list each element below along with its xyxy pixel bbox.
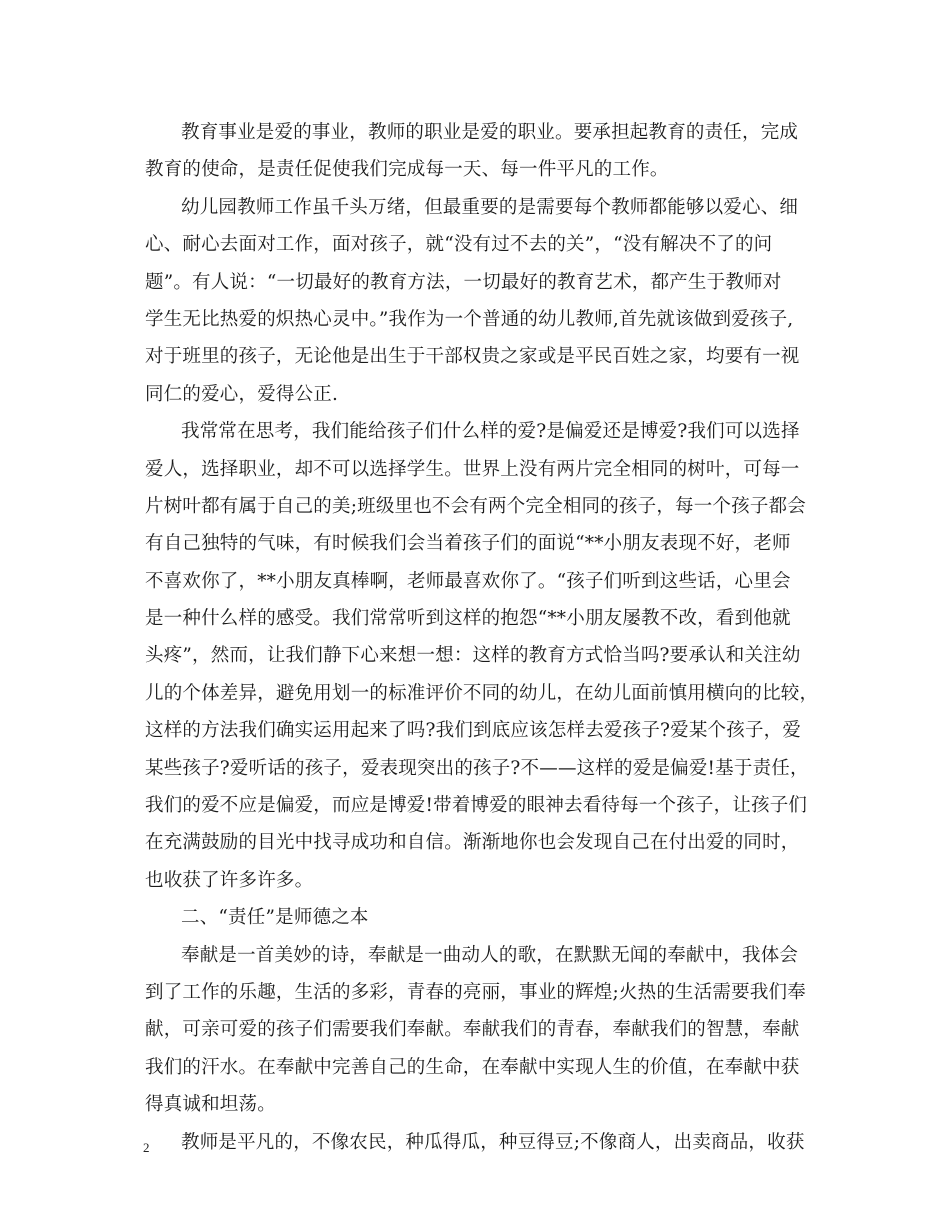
text-line: 题”。有人说：“一切最好的教育方法，一切最好的教育艺术，都产生于教师对 — [145, 271, 782, 293]
text-line: 教育的使命，是责任促使我们完成每一天、每一件平凡的工作。 — [145, 159, 669, 181]
text-line: 我们的汗水。在奉献中完善自己的生命，在奉献中实现人生的价值，在奉献中获 — [145, 1056, 800, 1078]
text-line: 幼儿园教师工作虽千头万绪，但最重要的是需要每个教师都能够以爱心、细 — [181, 196, 799, 218]
text-line: 儿的个体差异，避免用划一的标准评价不同的幼儿，在幼儿面前慎用横向的比较， — [145, 682, 819, 704]
text-line: 教育事业是爱的事业，教师的职业是爱的职业。要承担起教育的责任，完成 — [181, 122, 799, 143]
text-line: 片树叶都有属于自己的美;班级里也不会有两个完全相同的孩子，每一个孩子都会 — [145, 495, 806, 517]
text-line: 心、耐心去面对工作，面对孩子，就“没有过不去的关”，“没有解决不了的问 — [145, 234, 773, 256]
text-line: 爱人，选择职业，却不可以选择学生。世界上没有两片完全相同的树叶，可每一 — [145, 458, 800, 480]
text-line: 对于班里的孩子，无论他是出生于干部权贵之家或是平民百姓之家，均要有一视 — [145, 346, 800, 368]
text-line: 有自己独特的气味，有时候我们会当着孩子们的面说“**小朋友表现不好，老师 — [145, 533, 791, 555]
page-number: 2 — [143, 1140, 150, 1155]
text-line: 得真诚和坦荡。 — [145, 1094, 276, 1116]
text-line: 我常常在思考，我们能给孩子们什么样的爱?是偏爱还是博爱?我们可以选择 — [181, 421, 800, 443]
body-text — [145, 114, 825, 1161]
text-line: 学生无比热爱的炽热心灵中。”我作为一个普通的幼儿教师,首先就该做到爱孩子, — [145, 308, 794, 330]
text-line: 头疼”，然而，让我们静下心来想一想：这样的教育方式恰当吗?要承认和关注幼 — [145, 645, 801, 667]
text-line: 教师是平凡的，不像农民，种瓜得瓜，种豆得豆;不像商人，出卖商品，收获 — [181, 1131, 805, 1153]
text-line: 献，可亲可爱的孩子们需要我们奉献。奉献我们的青春，奉献我们的智慧，奉献 — [145, 1019, 800, 1041]
text-line: 在充满鼓励的目光中找寻成功和自信。渐渐地你也会发现自己在付出爱的同时， — [145, 832, 800, 854]
text-line: 二、“责任”是师德之本 — [181, 907, 369, 929]
text-line: 不喜欢你了，**小朋友真棒啊，老师最喜欢你了。“孩子们听到这些话，心里会 — [145, 570, 791, 592]
text-line: 奉献是一首美妙的诗，奉献是一曲动人的歌，在默默无闻的奉献中，我体会 — [181, 944, 799, 966]
text-line: 某些孩子?爱听话的孩子，爱表现突出的孩子?不——这样的爱是偏爱!基于责任， — [145, 757, 809, 779]
text-line: 也收获了许多许多。 — [145, 869, 314, 891]
text-line: 我们的爱不应是偏爱，而应是博爱!带着博爱的眼神去看待每一个孩子，让孩子们 — [145, 795, 808, 817]
text-line: 这样的方法我们确实运用起来了吗?我们到底应该怎样去爱孩子?爱某个孩子，爱 — [145, 720, 802, 742]
text-line: 到了工作的乐趣，生活的多彩，青春的亮丽，事业的辉煌;火热的生活需要我们奉 — [145, 981, 806, 1003]
text-line: 同仁的爱心，爱得公正. — [145, 383, 339, 405]
text-line: 是一种什么样的感受。我们常常听到这样的抱怨“**小朋友屡教不改，看到他就 — [145, 608, 791, 630]
